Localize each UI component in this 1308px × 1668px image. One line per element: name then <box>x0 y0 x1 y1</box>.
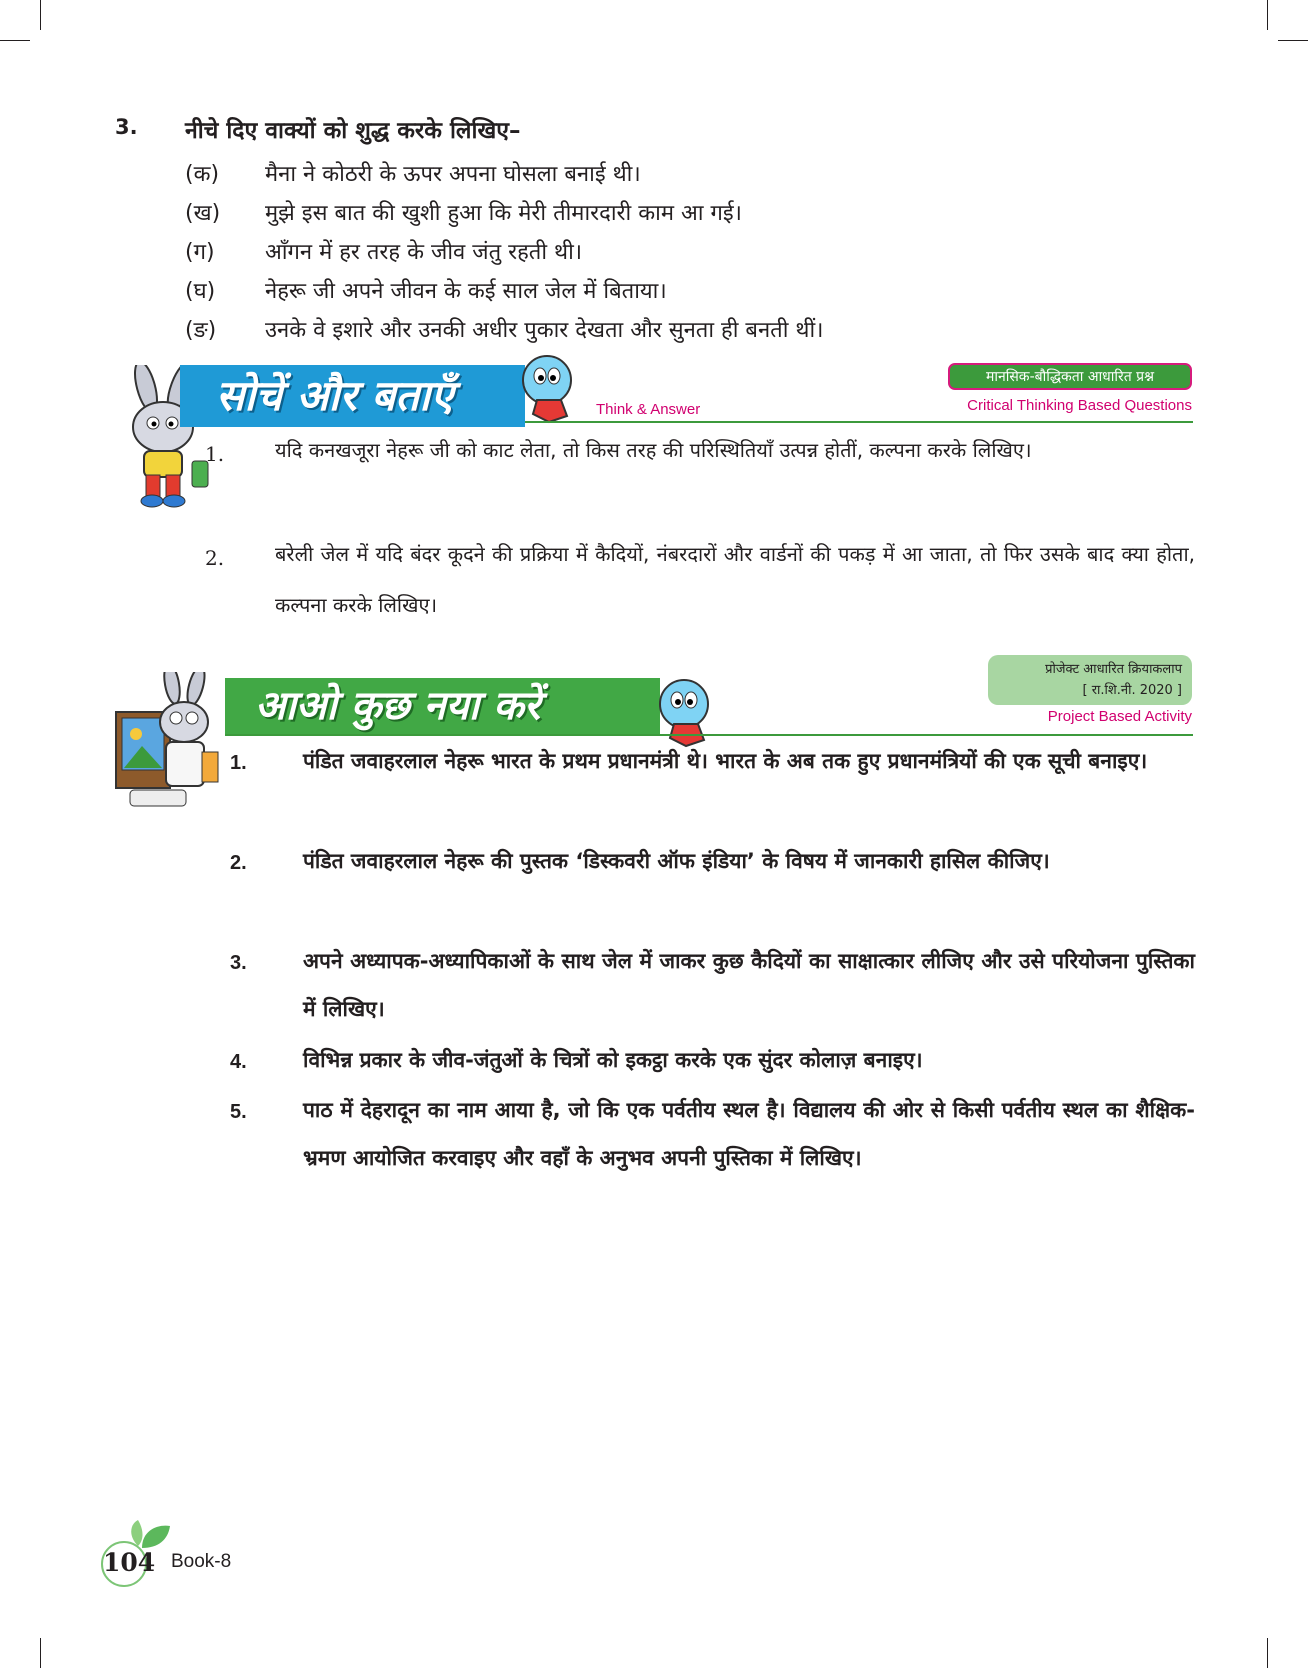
pencil-mascot-icon <box>515 352 585 424</box>
crop-mark <box>40 0 41 30</box>
list-item <box>185 275 667 305</box>
page-number: 104 <box>103 1548 156 1577</box>
item-label: (ङ) <box>185 318 217 343</box>
activity-number: 3. <box>230 952 247 974</box>
crop-mark <box>1278 40 1308 41</box>
book-label: Book-8 <box>171 1551 232 1572</box>
question-text: यदि कनखजूरा नेहरू जी को काट लेता, तो किस तरह की परिस्थितियाँ उत्पन्न होतीं, कल्पना करके लिखिए। <box>275 438 1032 462</box>
activity-number: 5. <box>230 1101 247 1123</box>
question-number: 2. <box>205 546 225 570</box>
activity-text: अपने अध्यापक-अध्यापिकाओं के साथ जेल में जाकर कुछ कैदियों का साक्षात्कार लीजिए और उसे परियोजना पुस्तिका में लिखिए। <box>303 949 1195 1021</box>
category-english: Project Based Activity <box>1047 708 1192 725</box>
list-item <box>185 314 823 344</box>
category-hindi: प्रोजेक्ट आधारित क्रियाकलाप <box>1045 662 1182 677</box>
crop-mark <box>1267 1638 1268 1668</box>
item-label: (घ) <box>185 279 216 304</box>
activity-text: पंडित जवाहरलाल नेहरू भारत के प्रथम प्रधानमंत्री थे। भारत के अब तक हुए प्रधानमंत्रियों की एक सूची बनाइए। <box>303 749 1148 773</box>
item-text: आँगन में हर तरह के जीव जंतु रहती थी। <box>265 240 583 265</box>
question-title: नीचे दिए वाक्यों को शुद्ध करके लिखिए– <box>185 118 521 144</box>
activity-text: पाठ में देहरादून का नाम आया है, जो कि एक पर्वतीय स्थल है। विद्यालय की ओर से किसी पर्वतीय स्थल का शैक्षिक-भ्रमण आयोजित करवाइए और वहाँ के अनुभव अपनी पुस्तिका में लिखिए। <box>303 1098 1195 1170</box>
activity-text: पंडित जवाहरलाल नेहरू की पुस्तक ‘डिस्कवरी ऑफ इंडिया’ के विषय में जानकारी हासिल कीजिए। <box>303 849 1050 873</box>
item-text: मुझे इस बात की खुशी हुआ कि मेरी तीमारदारी काम आ गई। <box>265 201 742 226</box>
think-subtitle: Think & Answer <box>596 401 701 418</box>
rabbit-painter-icon <box>112 672 224 812</box>
question-number: 1. <box>205 442 225 466</box>
activity-text: विभिन्न प्रकार के जीव-जंतुओं के चित्रों को इकट्ठा करके एक सुंदर कोलाज़ बनाइए। <box>303 1048 923 1072</box>
project-banner: आओ कुछ नया करें <box>225 678 660 734</box>
item-text: नेहरू जी अपने जीवन के कई साल जेल में बिताया। <box>265 279 667 304</box>
crop-mark <box>0 40 30 41</box>
divider <box>525 421 1193 423</box>
crop-mark <box>40 1638 41 1668</box>
divider <box>225 734 1193 736</box>
list-item <box>185 197 742 227</box>
list-item <box>185 236 582 266</box>
category-english: Critical Thinking Based Questions <box>967 397 1192 414</box>
item-text: उनके वे इशारे और उनकी अधीर पुकार देखता और सुनता ही बनती थीं। <box>265 318 824 343</box>
activity-number: 4. <box>230 1051 247 1073</box>
activity-number: 1. <box>230 752 247 774</box>
item-label: (क) <box>185 162 220 187</box>
item-label: (ख) <box>185 201 221 226</box>
question-number: 3. <box>115 115 138 139</box>
crop-mark <box>1267 0 1268 30</box>
item-text: मैना ने कोठरी के ऊपर अपना घोसला बनाई थी। <box>265 162 641 187</box>
category-badge <box>988 655 1192 705</box>
category-badge: मानसिक-बौद्धिकता आधारित प्रश्न <box>948 363 1192 390</box>
question-text: बरेली जेल में यदि बंदर कूदने की प्रक्रिया में कैदियों, नंबरदारों और वार्डनों की पकड़ में आ जाता, तो फिर उसके बाद क्या होता, कल्पना करके लिखिए। <box>275 542 1195 617</box>
list-item <box>185 158 641 188</box>
item-label: (ग) <box>185 240 215 265</box>
think-banner: सोचें और बताएँ <box>180 365 525 427</box>
activity-number: 2. <box>230 852 247 874</box>
category-ref: [ रा.शि.नी. 2020 ] <box>1082 683 1182 698</box>
